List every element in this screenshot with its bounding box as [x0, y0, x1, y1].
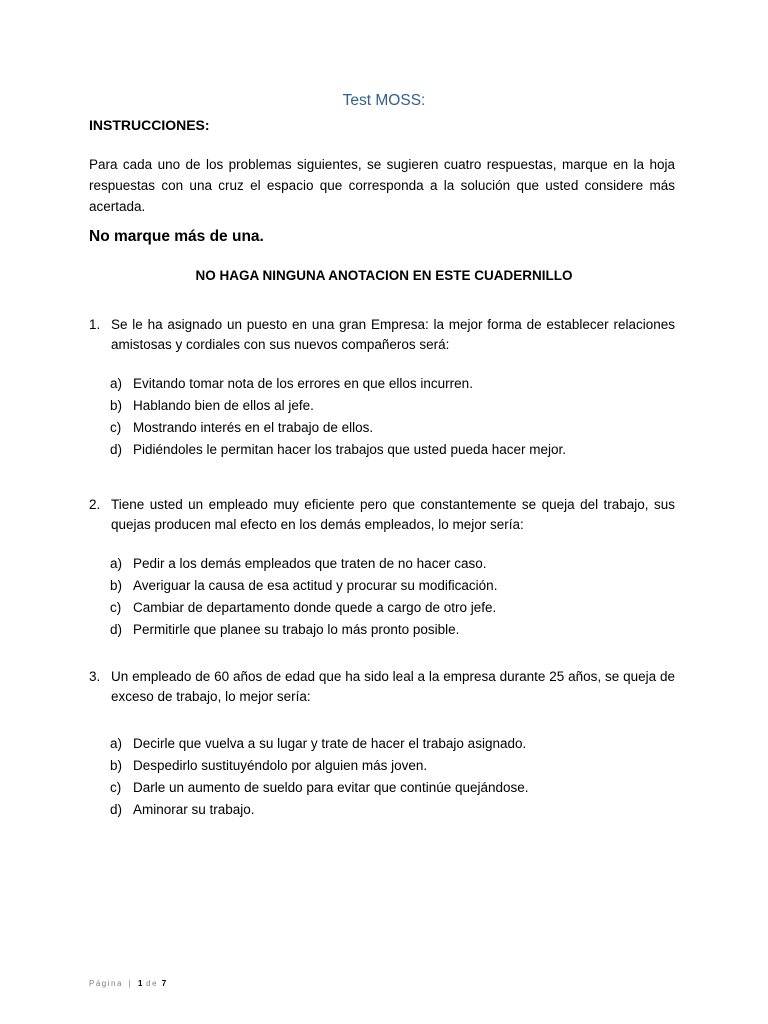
option-letter: d) — [110, 802, 123, 817]
question-2 — [89, 495, 675, 641]
footer-page-number: 1 — [137, 979, 143, 988]
option-letter: c) — [110, 600, 122, 615]
option-item — [110, 439, 675, 461]
option-item — [110, 597, 675, 619]
option-text: Evitando tomar nota de los errores en que ellos incurren. — [133, 376, 473, 391]
option-text: Pidiéndoles le permitan hacer los trabajos que usted pueda hacer mejor. — [133, 442, 567, 457]
option-item — [110, 553, 675, 575]
footer-total-pages: 7 — [161, 979, 167, 988]
instructions-heading: INSTRUCCIONES: — [89, 117, 210, 133]
option-letter: d) — [110, 622, 123, 637]
option-text: Darle un aumento de sueldo para evitar que continúe quejándose. — [133, 780, 529, 795]
question-number: 2. — [89, 497, 101, 512]
instructions-text: Para cada uno de los problemas siguientes, se sugieren cuatro respuestas, marque en la hoja respuestas con una cruz el espacio que corresponda a la solución que usted considere más acertada. — [89, 157, 675, 214]
question-text-row — [89, 495, 675, 535]
option-letter: b) — [110, 578, 123, 593]
question-number: 3. — [89, 669, 101, 684]
option-item — [110, 733, 675, 755]
option-letter: c) — [110, 780, 122, 795]
warning-text: No marque más de una. — [89, 228, 264, 245]
option-item — [110, 619, 675, 641]
option-text: Averiguar la causa de esa actitud y procurar su modificación. — [133, 578, 498, 593]
option-text: Decirle que vuelva a su lugar y trate de hacer el trabajo asignado. — [133, 736, 527, 751]
option-letter: a) — [110, 736, 123, 751]
option-item — [110, 755, 675, 777]
options-list — [110, 373, 675, 461]
option-item — [110, 373, 675, 395]
option-item — [110, 417, 675, 439]
question-text: Un empleado de 60 años de edad que ha sido leal a la empresa durante 25 años, se queja de exceso de trabajo, lo mejor sería: — [111, 669, 675, 704]
option-text: Despedirlo sustituyéndolo por alguien más joven. — [133, 758, 428, 773]
option-letter: b) — [110, 398, 123, 413]
page-footer — [89, 979, 166, 988]
footer-of-label: de — [146, 979, 159, 988]
option-text: Cambiar de departamento donde quede a cargo de otro jefe. — [133, 600, 497, 615]
option-letter: d) — [110, 442, 123, 457]
options-list — [110, 553, 675, 641]
footer-page-label: Página — [89, 979, 123, 988]
option-letter: a) — [110, 556, 123, 571]
notice-text: NO HAGA NINGUNA ANOTACION EN ESTE CUADERNILLO — [195, 268, 573, 283]
option-text: Aminorar su trabajo. — [133, 802, 255, 817]
option-text: Hablando bien de ellos al jefe. — [133, 398, 314, 413]
option-letter: a) — [110, 376, 123, 391]
question-text: Tiene usted un empleado muy eficiente pero que constantemente se queja del trabajo, sus quejas producen mal efecto en los demás empleados, lo mejor sería: — [111, 497, 675, 532]
question-3 — [89, 667, 675, 821]
question-text-row — [89, 315, 675, 355]
option-item — [110, 799, 675, 821]
option-text: Permitirle que planee su trabajo lo más pronto posible. — [133, 622, 460, 637]
footer-separator: | — [128, 979, 133, 988]
document-title: Test MOSS: — [342, 92, 426, 109]
option-letter: c) — [110, 420, 122, 435]
option-item — [110, 777, 675, 799]
question-1 — [89, 315, 675, 461]
option-text: Pedir a los demás empleados que traten de no hacer caso. — [133, 556, 487, 571]
question-text-row — [89, 667, 675, 707]
option-text: Mostrando interés en el trabajo de ellos. — [133, 420, 374, 435]
option-item — [110, 575, 675, 597]
question-text: Se le ha asignado un puesto en una gran Empresa: la mejor forma de establecer relaciones amistosas y cordiales con sus nuevos compañeros será: — [111, 317, 675, 352]
question-number: 1. — [89, 317, 101, 332]
option-item — [110, 395, 675, 417]
options-list — [110, 733, 675, 821]
option-letter: b) — [110, 758, 123, 773]
